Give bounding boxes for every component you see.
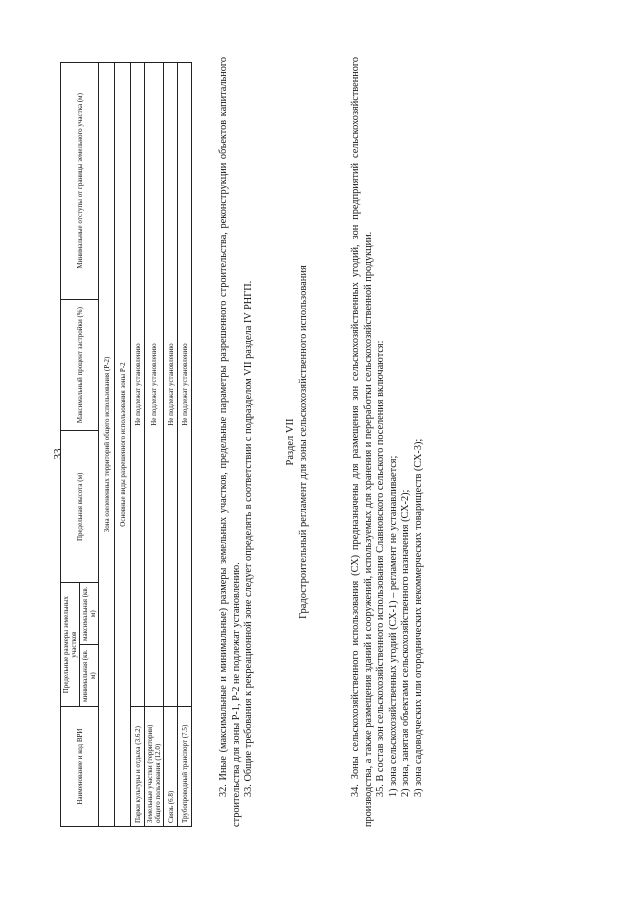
table-row	[164, 63, 178, 827]
row-value: Не подлежат установлению	[178, 63, 192, 707]
header-max: максимальная (кв. м)	[80, 583, 99, 645]
page-number: 33	[52, 448, 64, 460]
table-row	[145, 63, 164, 827]
header-name: Наименование и код ВРИ	[61, 707, 99, 827]
header-height: Предельная высота (м)	[61, 431, 99, 583]
row-value: Не подлежат установлению	[164, 63, 178, 707]
list-item-2: 2) зона, занятая объектами сельскохозяйственного назначения (СХ-2);	[400, 489, 412, 797]
list-item-3: 3) зона садоводческих или огороднических некоммерческих товариществ (СХ-3);	[413, 438, 425, 797]
header-min: минимальная (кв. м)	[80, 645, 99, 707]
header-coverage: Максимальный процент застройки (%)	[61, 299, 99, 431]
header-plot-sizes: Предельные размеры земельных участков	[61, 583, 80, 707]
table-row	[178, 63, 192, 827]
header-setback: Минимальные отступы от границы земельного участка (м)	[61, 63, 99, 300]
row-name: Парки культуры и отдыха (3.6.2)	[131, 707, 145, 827]
row-name: Связь (6.8)	[164, 707, 178, 827]
section-subtitle: Градостроительный регламент для зоны сельскохозяйственного использования	[298, 265, 310, 619]
zone-row: Зона озелененных территорий общего использования (Р-2)	[99, 63, 115, 827]
table-row	[131, 63, 145, 827]
list-item-1: 1) зона сельскохозяйственных угодий (СХ-1) – регламент не устанавливается;	[387, 455, 399, 797]
paragraph-32: 32. Иные (максимальные и минимальные) размеры земельных участков, предельные параметры разрешенного строительства, реконструкции объектов капитального строительства для зоны Р-1, Р-2 не подлежат установлению.	[218, 57, 242, 827]
row-value: Не подлежат установлению	[131, 63, 145, 707]
paragraph-33: 33. Общие требования к рекреационной зоне следует определять в соответствии с подразделом VII раздела IV РНГП.	[243, 280, 255, 797]
row-name: Земельные участки (территории) общего пользования (12.0)	[145, 707, 164, 827]
uses-row: Основные виды разрешенного использования зоны Р-2	[115, 63, 131, 827]
row-value: Не подлежат установлению	[145, 63, 164, 707]
section-title: Раздел VII	[285, 418, 297, 466]
page-content	[60, 57, 426, 827]
paragraph-34: 34. Зоны сельскохозяйственного использования (СХ) предназначены для размещения зон сельскохозяйственных угодий, зон предприятий сельскохозяйственного производства, а также размещения зданий и сооружений, используемых для хранения и переработки сельскохозяйственной продукции.	[350, 57, 374, 827]
paragraph-35: 35. В состав зон сельскохозяйственного использования Славновского сельского поселения включаются:	[375, 340, 387, 797]
row-name: Трубопроводный транспорт (7.5)	[178, 707, 192, 827]
zoning-parameters-table	[60, 62, 192, 827]
